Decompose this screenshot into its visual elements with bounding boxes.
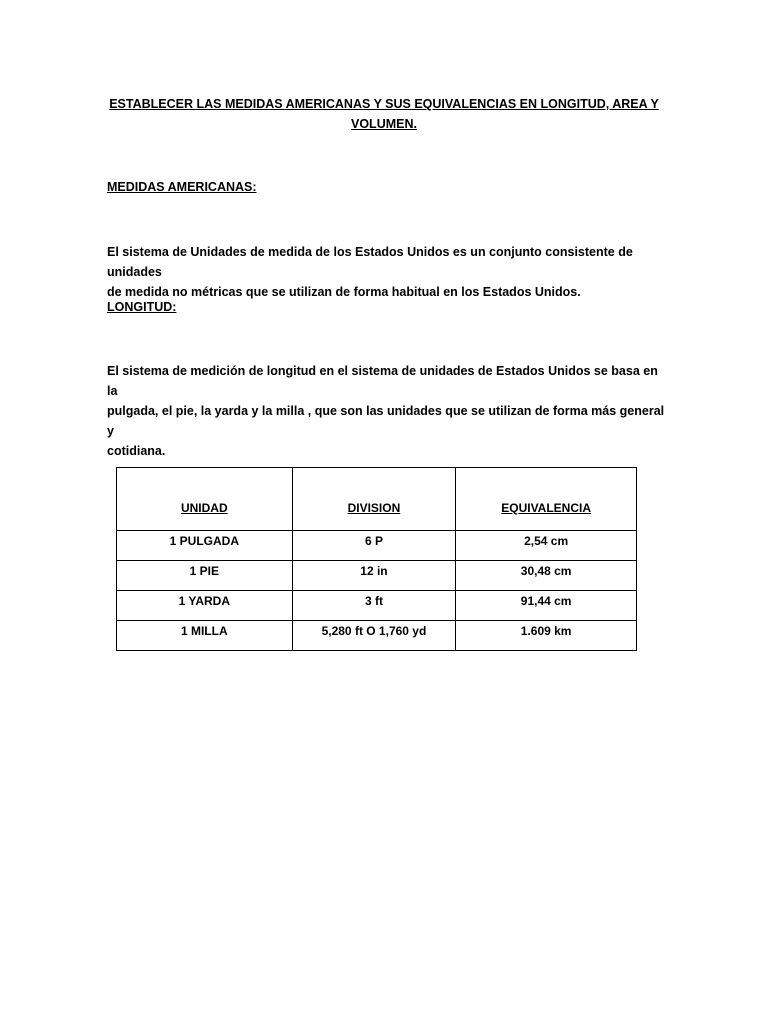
table-row xyxy=(117,621,637,651)
cell-unidad: 1 YARDA xyxy=(117,591,293,621)
cell-division: 5,280 ft O 1,760 yd xyxy=(292,621,456,651)
heading-longitud: LONGITUD: xyxy=(107,300,177,314)
cell-equivalencia: 91,44 cm xyxy=(456,591,637,621)
cell-division: 12 in xyxy=(292,561,456,591)
heading-medidas-americanas: MEDIDAS AMERICANAS: xyxy=(107,180,257,194)
cell-equivalencia: 1.609 km xyxy=(456,621,637,651)
header-unidad: UNIDAD xyxy=(117,468,293,531)
table-row xyxy=(117,531,637,561)
table-row xyxy=(117,561,637,591)
paragraph-line: de medida no métricas que se utilizan de forma habitual en los Estados Unidos. xyxy=(107,285,581,299)
cell-equivalencia: 30,48 cm xyxy=(456,561,637,591)
header-equivalencia: EQUIVALENCIA xyxy=(456,468,637,531)
paragraph-line: El sistema de Unidades de medida de los Estados Unidos es un conjunto consistente de unidades xyxy=(107,245,633,279)
cell-unidad: 1 MILLA xyxy=(117,621,293,651)
table-header-row xyxy=(117,468,637,531)
header-division: DIVISION xyxy=(292,468,456,531)
units-table xyxy=(116,467,637,651)
cell-unidad: 1 PIE xyxy=(117,561,293,591)
cell-unidad: 1 PULGADA xyxy=(117,531,293,561)
document-title xyxy=(100,94,668,134)
paragraph-medidas-americanas xyxy=(107,242,667,302)
title-line-2: VOLUMEN. xyxy=(351,117,417,131)
paragraph-line: El sistema de medición de longitud en el sistema de unidades de Estados Unidos se basa en la xyxy=(107,364,658,398)
cell-equivalencia: 2,54 cm xyxy=(456,531,637,561)
paragraph-longitud xyxy=(107,361,667,461)
paragraph-line: cotidiana. xyxy=(107,444,166,458)
title-line-1: ESTABLECER LAS MEDIDAS AMERICANAS Y SUS EQUIVALENCIAS EN LONGITUD, AREA Y xyxy=(109,97,659,111)
cell-division: 6 P xyxy=(292,531,456,561)
cell-division: 3 ft xyxy=(292,591,456,621)
table-row xyxy=(117,591,637,621)
paragraph-line: pulgada, el pie, la yarda y la milla , que son las unidades que se utilizan de forma más general y xyxy=(107,404,665,438)
